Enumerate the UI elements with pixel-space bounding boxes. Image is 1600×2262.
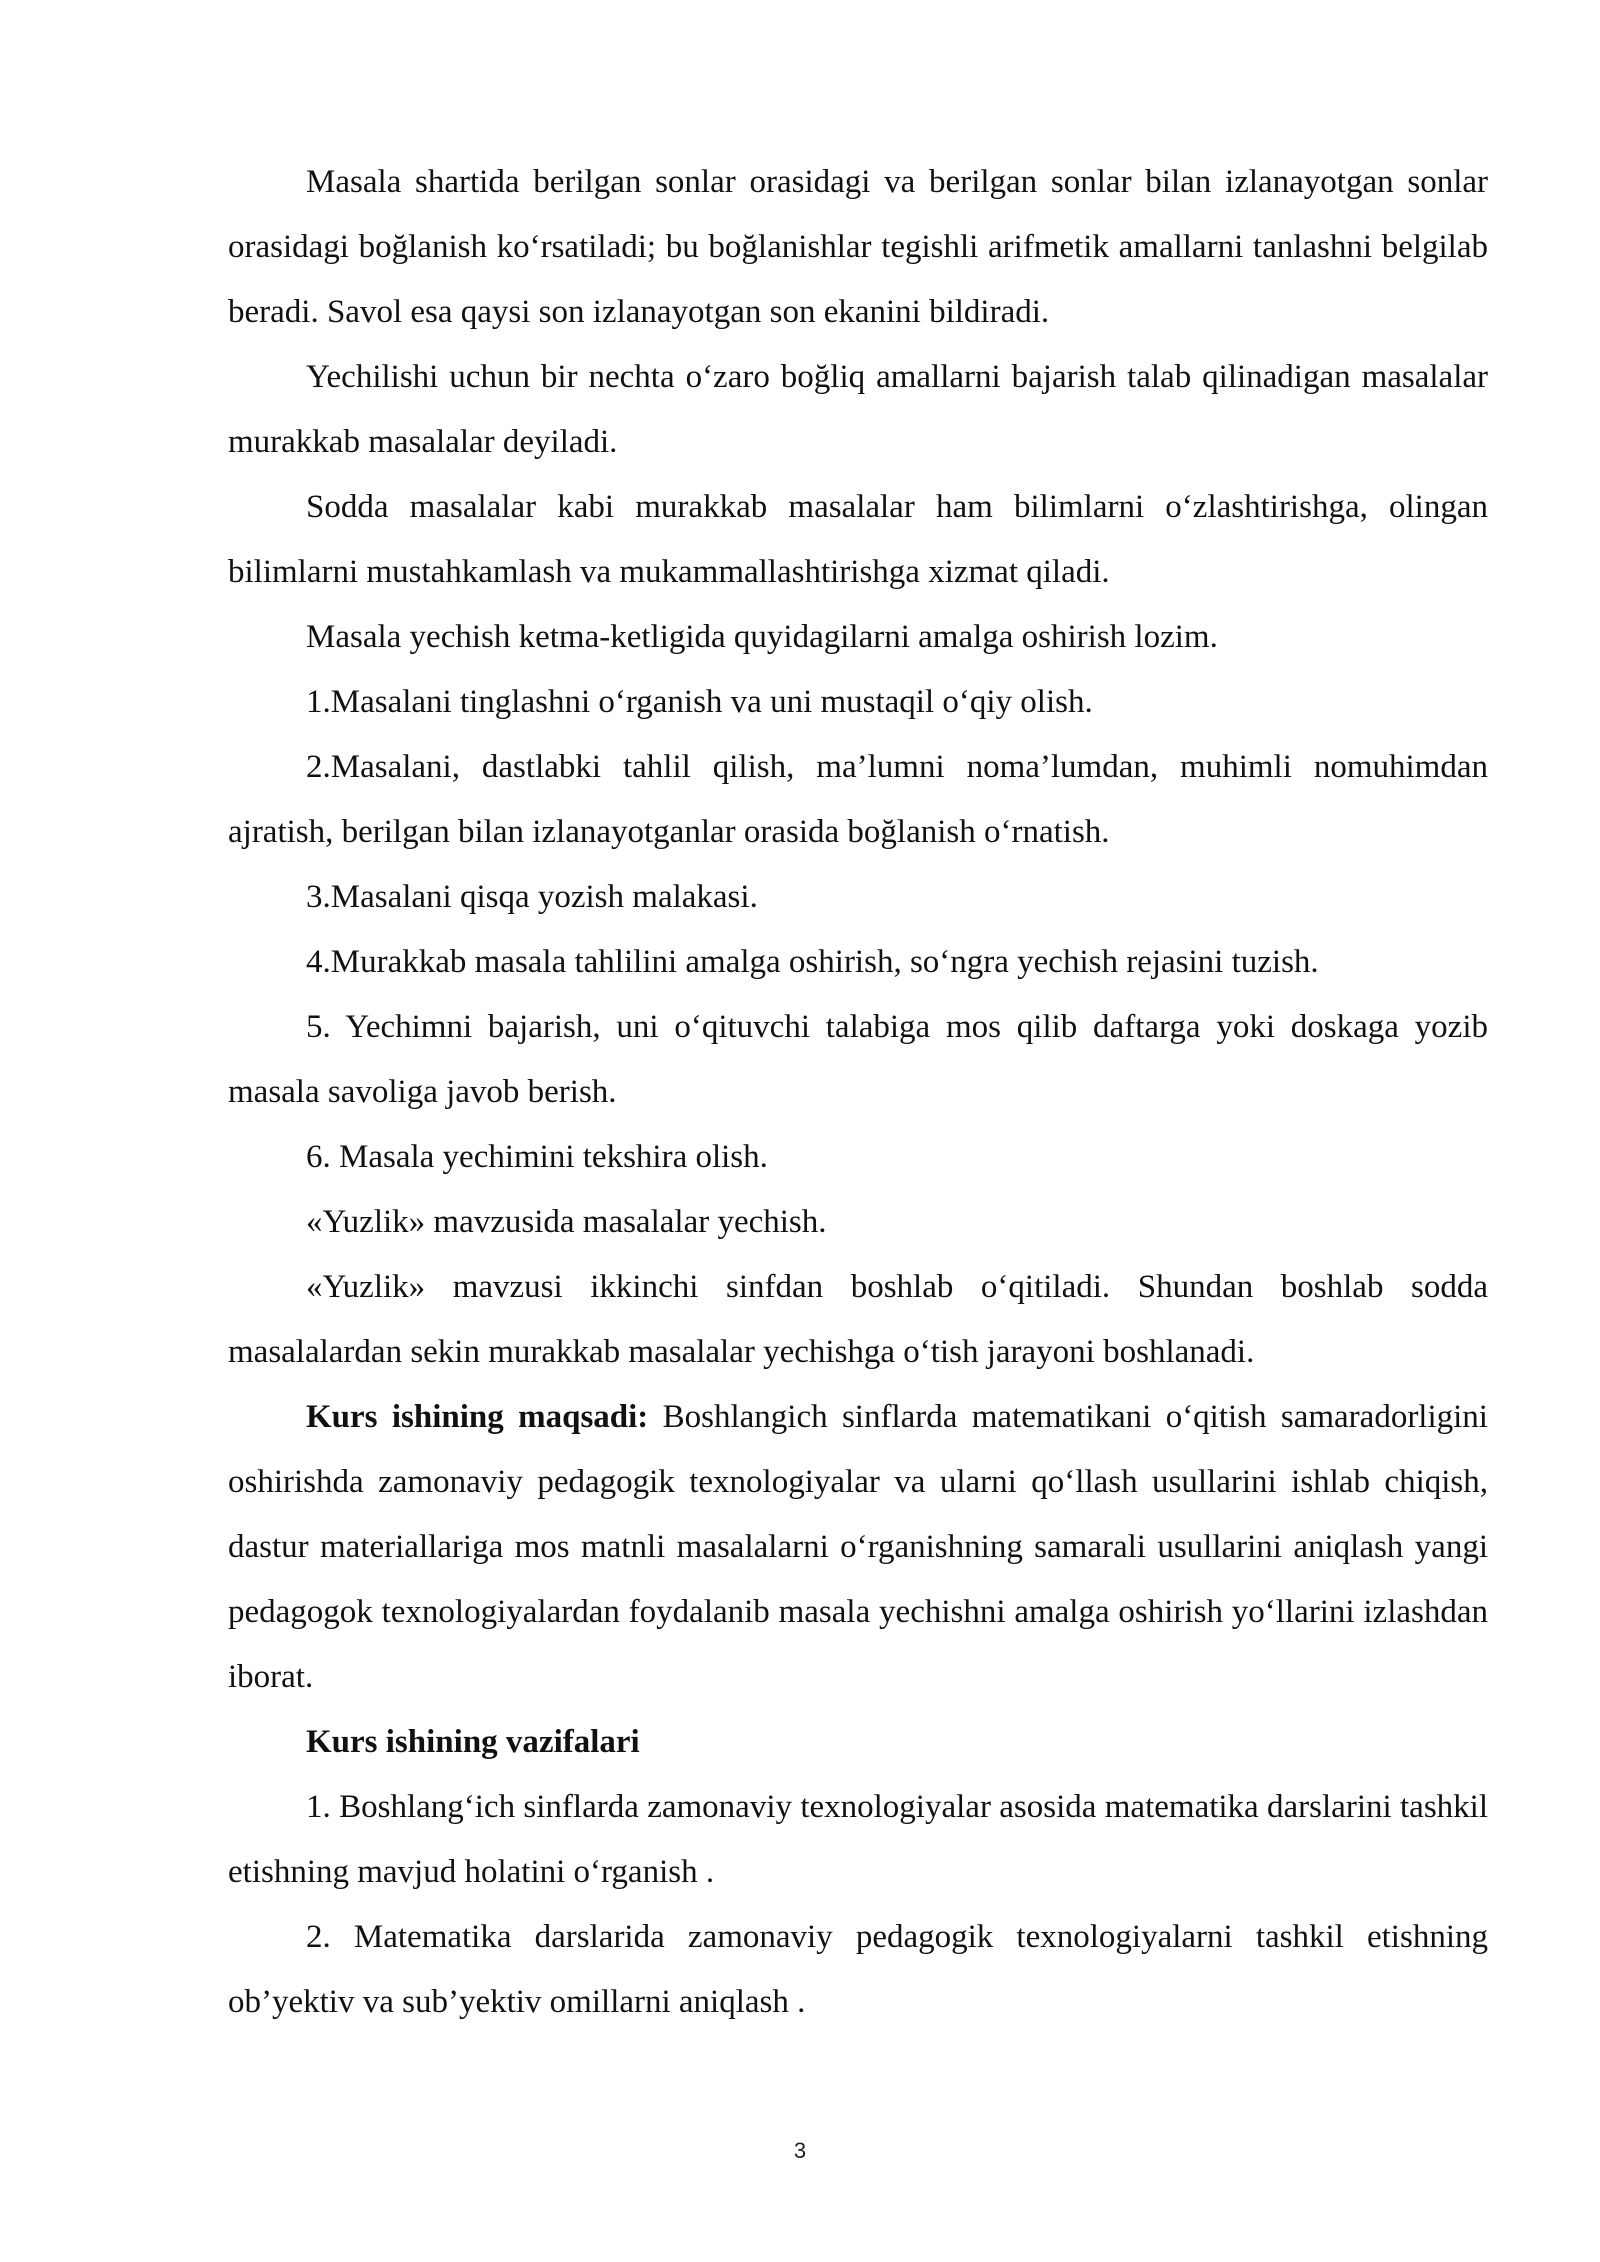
paragraph-solving-sequence: Masala yechish ketma-ketligida quyidagilarni amalga oshirish lozim.	[306, 619, 1218, 655]
paragraph-course-goal	[228, 1385, 1488, 1710]
document-body	[228, 150, 1488, 2035]
list-item-step-3: 3.Masalani qisqa yozish malakasi.	[306, 879, 758, 915]
list-item-step-6: 6. Masala yechimini tekshira olish.	[306, 1139, 768, 1175]
course-goal-text: Boshlangich sinflarda matematikani o‘qitish samaradorligini oshirishda zamonaviy pedagogik texnologiyalar va ularni qo‘llash usullarini ishlab chiqish, dastur materiallariga mos matnli masalalarni o‘rganishning samarali usullarini aniqlash yangi pedagogok texnologiyalardan foydalanib masala yechishni amalga oshirish yo‘llarini izlashdan iborat.	[228, 1399, 1488, 1695]
list-item-step-4: 4.Murakkab masala tahlilini amalga oshirish, so‘ngra yechish rejasini tuzish.	[306, 944, 1319, 980]
list-item-step-2: 2.Masalani, dastlabki tahlil qilish, ma’lumni noma’lumdan, muhimli nomuhimdan ajratish, berilgan bilan izlanayotganlar orasida boğlanish o‘rnatish.	[228, 749, 1488, 850]
tasks-heading-text: Kurs ishining vazifalari	[306, 1724, 640, 1760]
tasks-heading	[228, 1710, 1488, 1775]
paragraph-simple-problems: Sodda masalalar kabi murakkab masalalar ham bilimlarni o‘zlashtirishga, olingan bilimlarni mustahkamlash va mukammallashtirishga xizmat qiladi.	[228, 489, 1488, 590]
list-item-task-1: 1. Boshlang‘ich sinflarda zamonaviy texnologiyalar asosida matematika darslarini tashkil etishning mavjud holatini o‘rganish .	[228, 1789, 1488, 1890]
list-item-step-5: 5. Yechimni bajarish, uni o‘qituvchi talabiga mos qilib daftarga yoki doskaga yozib masala savoliga javob berish.	[228, 1009, 1488, 1110]
list-item-task-2: 2. Matematika darslarida zamonaviy pedagogik texnologiyalarni tashkil etishning ob’yektiv va sub’yektiv omillarni aniqlash .	[228, 1919, 1488, 2020]
paragraph-compound-problems: Yechilishi uchun bir nechta o‘zaro boğliq amallarni bajarish talab qilinadigan masalalar murakkab masalalar deyiladi.	[228, 359, 1488, 460]
page-number: 3	[793, 2138, 807, 2163]
paragraph-yuzlik-topic: «Yuzlik» mavzusida masalalar yechish.	[306, 1204, 827, 1240]
list-item-step-1: 1.Masalani tinglashni o‘rganish va uni mustaqil o‘qiy olish.	[306, 684, 1093, 720]
course-goal-label: Kurs ishining maqsadi:	[306, 1399, 649, 1435]
paragraph-problem-condition: Masala shartida berilgan sonlar orasidagi va berilgan sonlar bilan izlanayotgan sonlar orasidagi boğlanish ko‘rsatiladi; bu boğlanishlar tegishli arifmetik amallarni tanlashni belgilab beradi. Savol esa qaysi son izlanayotgan son ekanini bildiradi.	[228, 164, 1488, 330]
paragraph-yuzlik-intro: «Yuzlik» mavzusi ikkinchi sinfdan boshlab o‘qitiladi. Shundan boshlab sodda masalalardan sekin murakkab masalalar yechishga o‘tish jarayoni boshlanadi.	[228, 1269, 1488, 1370]
